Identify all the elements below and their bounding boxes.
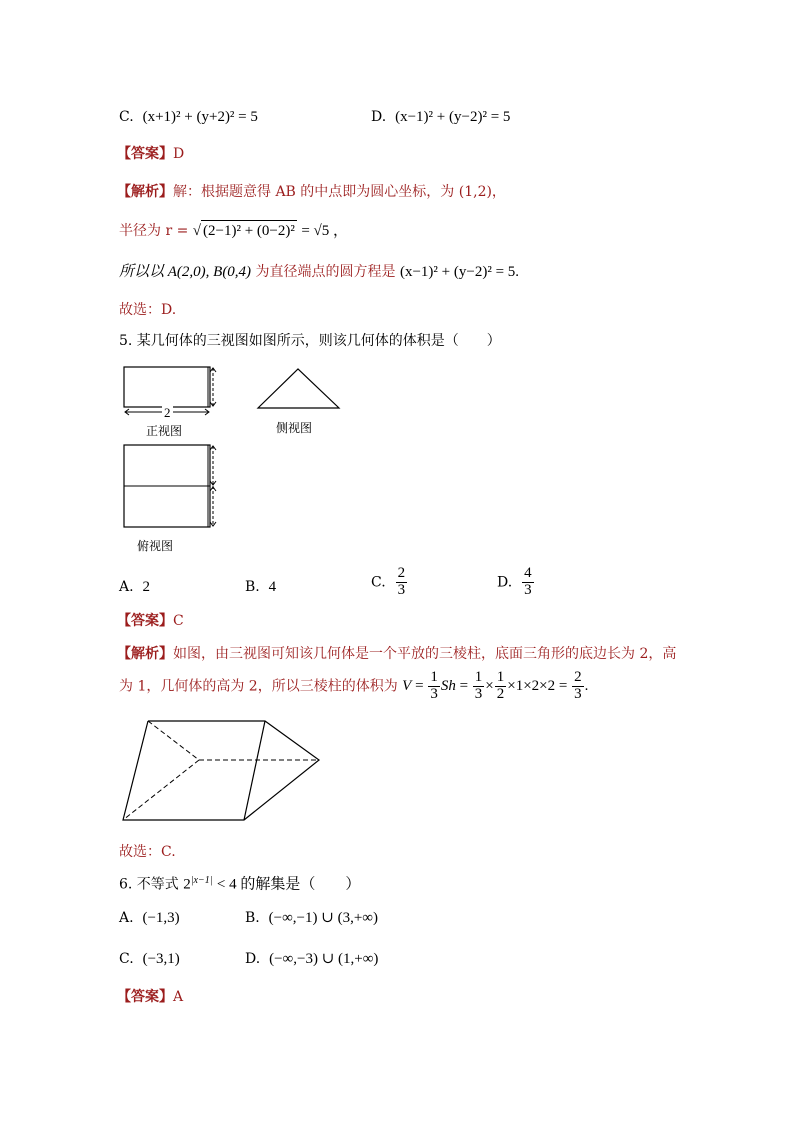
q5-analysis-line2: 为 1，几何体的高为 2，所以三棱柱的体积为 V = $\frac{1}{3}$ Sh = $\frac{1}{3}$ × $\frac{1}{2}$ ×1×2×2 = $\frac{2}{3}$ . bbox=[119, 669, 589, 702]
q6-option-c: C. (−3,1) bbox=[119, 951, 180, 967]
top-view-caption: 俯视图 bbox=[137, 539, 174, 553]
answer-tag: 【答案】 bbox=[117, 146, 173, 162]
q5-analysis-line1: 【解析】如图，由三视图可知该几何体是一个平放的三棱柱，底面三角形的底边长为 2，高 bbox=[117, 646, 677, 662]
q5-conclusion: 故选：C. bbox=[119, 844, 176, 860]
q4-analysis-line3: 所以以 A(2,0), B(0,4) 为直径端点的圆方程是 (x−1)² + (y−2)² = 5. bbox=[119, 264, 520, 280]
answer-value: C bbox=[173, 613, 184, 629]
answer-tag: 【答案】 bbox=[117, 613, 173, 629]
answer-tag: 【答案】 bbox=[117, 989, 173, 1005]
q4-analysis-line1: 【解析】解：根据题意得 AB 的中点即为圆心坐标，为 (1,2)， bbox=[117, 184, 506, 200]
q5-option-c: C. $\frac{2}{3}$ bbox=[371, 565, 406, 598]
top-view-figure bbox=[120, 443, 220, 529]
q6-answer bbox=[117, 988, 183, 1006]
q6-option-b: B. (−∞,−1) ∪ (3,+∞) bbox=[245, 910, 378, 926]
q6-option-a: A. (−1,3) bbox=[119, 910, 180, 926]
answer-value: D bbox=[173, 146, 185, 162]
q4-answer bbox=[117, 145, 184, 163]
q5-option-b: B. 4 bbox=[245, 579, 277, 595]
answer-value: A bbox=[173, 989, 184, 1005]
front-view-caption: 正视图 bbox=[146, 424, 183, 438]
q5-stem: 5. 某几何体的三视图如图所示，则该几何体的体积是（ ） bbox=[119, 333, 501, 349]
side-view-figure bbox=[256, 366, 342, 410]
q6-stem: 6. 不等式 $2^{|x-1|} < 4$ 的解集是（ ） bbox=[119, 875, 361, 893]
q5-option-d: D. $\frac{4}{3}$ bbox=[497, 565, 532, 598]
q5-option-a: A. 2 bbox=[119, 579, 150, 595]
q6-option-d: D. (−∞,−3) ∪ (1,+∞) bbox=[245, 951, 379, 967]
analysis-tag: 【解析】 bbox=[117, 184, 173, 200]
side-view-caption: 侧视图 bbox=[276, 421, 313, 435]
q5-answer bbox=[117, 612, 184, 630]
q4-option-d-expr: (x−1)² + (y−2)² = 5 bbox=[395, 109, 511, 125]
front-width-label: 2 bbox=[164, 405, 171, 420]
analysis-tag: 【解析】 bbox=[117, 646, 173, 662]
q4-option-c: C. (x+1)² + (y+2)² = 5 bbox=[119, 109, 258, 125]
q4-conclusion: 故选：D. bbox=[119, 302, 177, 318]
q4-option-d: D. (x−1)² + (y−2)² = 5 bbox=[371, 109, 511, 125]
prism-figure bbox=[120, 718, 320, 824]
q4-analysis-line2: 半径为 r = √ (2−1)² + (0−2)² = √5 ， bbox=[119, 220, 348, 240]
q4-option-c-expr: (x+1)² + (y+2)² = 5 bbox=[142, 109, 258, 125]
volume-formula: V = $\frac{1}{3}$ Sh = $\frac{1}{3}$ × $\frac{1}{2}$ ×1×2×2 = $\frac{2}{3}$ . bbox=[402, 669, 589, 702]
